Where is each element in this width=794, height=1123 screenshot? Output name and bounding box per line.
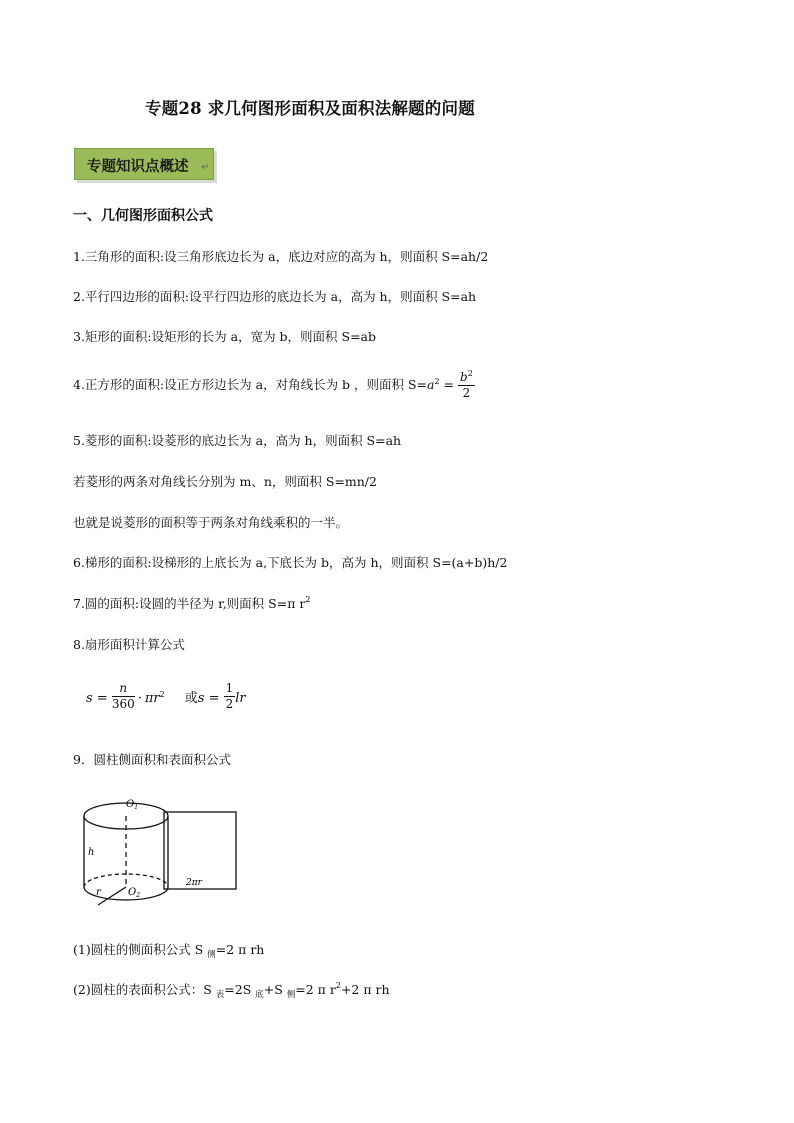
fraction-numerator: $b^2$ (458, 366, 475, 386)
page-title: 专题28 求几何图形面积及面积法解题的问题 (145, 99, 475, 118)
sector-half (224, 681, 236, 712)
paragraph-mark: ↵ (201, 162, 210, 173)
circle-text: 7.圆的面积:设圆的半径为 r,则面积 S= (73, 596, 288, 611)
label-o2: $O_2$ (128, 887, 141, 899)
sector-denominator: 360 (111, 697, 135, 711)
surface-exp: 2 (335, 981, 341, 990)
sector-or: 或 (184, 691, 198, 706)
formula-rhombus: 5.菱形的面积:设菱形的底边长为 a，高为 h，则面积 S=ah (73, 433, 402, 448)
formula-square (73, 368, 475, 403)
formula-rhombus-diagonals: 若菱形的两条对角线长分别为 m、n，则面积 S=mn/2 (73, 474, 377, 489)
formula-trapezoid: 6.梯形的面积:设梯形的上底长为 a,下底长为 b，高为 h，则面积 S=(a+b)h/2 (73, 555, 508, 570)
cylinder-diagram (78, 795, 248, 917)
half-numerator: 1 (225, 681, 234, 695)
sector-pir: πr (144, 691, 160, 706)
square-eq: = (439, 377, 458, 392)
sector-eq: = (92, 691, 112, 706)
formula-rectangle: 3.矩形的面积:设矩形的长为 a，宽为 b，则面积 S=ab (73, 329, 377, 344)
formula-surface-area: (2)圆柱的表面积公式：S $_表$=2S $_底$+S $_侧$=2 π $r^2+2$ π rh (73, 981, 390, 1000)
square-a: a (427, 377, 435, 392)
cylinder-radius (98, 887, 126, 905)
circle-exp: 2 (305, 595, 311, 604)
fraction-denominator: 2 (462, 386, 471, 400)
formula-lateral-area: (1)圆柱的侧面积公式 S $_侧$=2 π rh (73, 942, 265, 960)
rhombus-explanation: 也就是说菱形的面积等于两条对角线乘积的一半。 (73, 515, 349, 530)
sector-s: s (86, 691, 93, 706)
section-banner (74, 148, 214, 180)
sector-numerator: n (112, 681, 135, 697)
formula-triangle: 1.三角形的面积:设三角形底边长为 a，底边对应的高为 h，则面积 S=ah/2 (73, 249, 489, 264)
square-fraction (458, 366, 475, 401)
surface-sub-total: 表 (215, 990, 225, 1000)
half-denominator: 2 (225, 697, 234, 711)
sector-lr: lr (235, 691, 246, 706)
section-heading: 一、几何图形面积公式 (73, 208, 213, 224)
square-text: 4.正方形的面积:设正方形边长为 a，对角线长为 b ，则面积 S= (73, 377, 428, 392)
sector-heading: 8.扇形面积计算公式 (73, 637, 185, 652)
sector-formula (86, 683, 246, 714)
surface-sub-base: 底 (255, 990, 264, 1000)
surface-sub-lateral: 侧 (286, 990, 296, 1000)
sector-dot: · (137, 691, 142, 706)
square-a-exp: 2 (434, 377, 440, 386)
formula-parallelogram: 2.平行四边形的面积:设平行四边形的底边长为 a，高为 h，则面积 S=ah (73, 289, 477, 304)
sector-exp: 2 (159, 690, 165, 699)
banner-label: 专题知识点概述 (87, 159, 189, 175)
circle-pi-r: π r (287, 596, 306, 611)
label-o1: $O_1$ (126, 799, 139, 811)
sector-fraction (112, 681, 135, 712)
formula-circle (73, 594, 310, 612)
lateral-sub: 侧 (207, 950, 216, 960)
label-h: h (88, 847, 95, 858)
label-2pir: 2πr (186, 878, 202, 888)
sector-s2: s (197, 691, 205, 706)
sector-eq2: = (204, 691, 224, 706)
cylinder-heading: 9．圆柱侧面积和表面积公式 (73, 752, 231, 767)
label-r: r (96, 887, 101, 898)
